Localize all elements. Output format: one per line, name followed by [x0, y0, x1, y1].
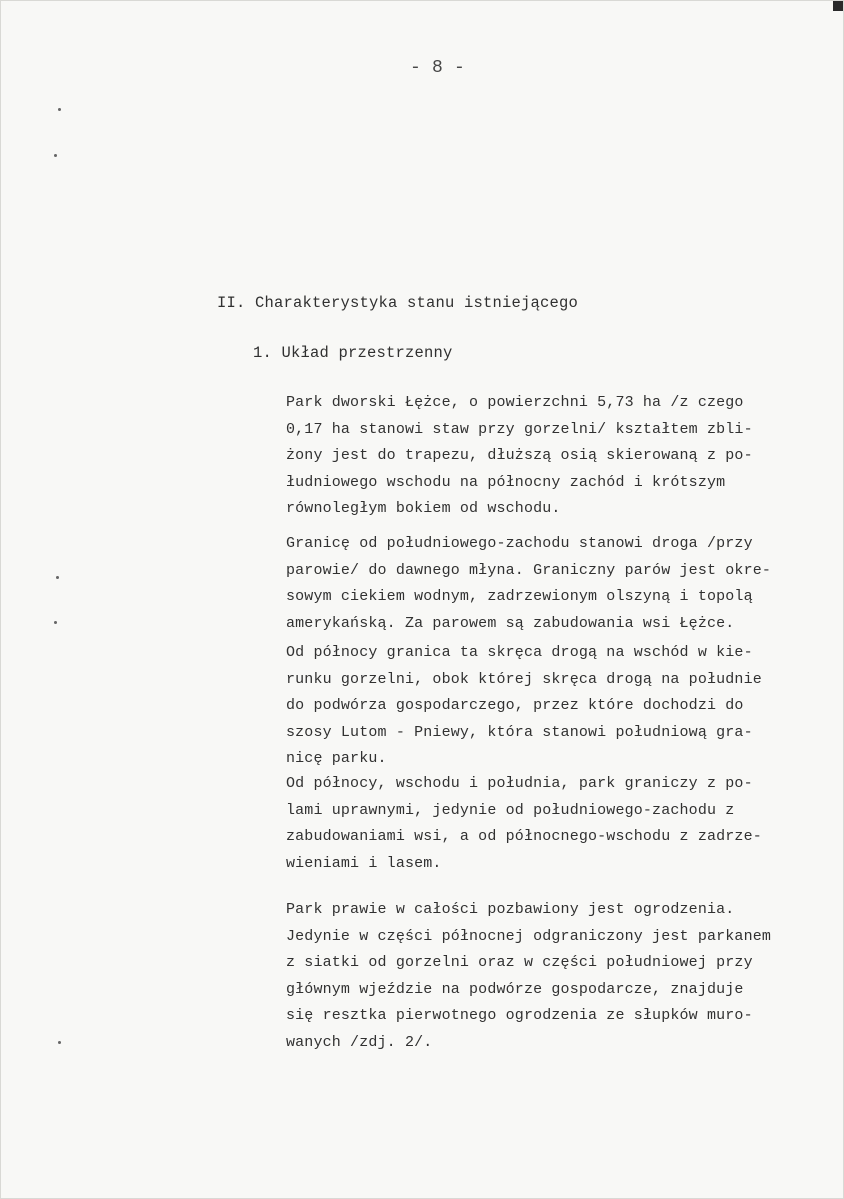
corner-mark — [833, 1, 843, 11]
paragraph-line: nicę parku. — [286, 750, 387, 767]
paragraph-line: Park prawie w całości pozbawiony jest ogrodzenia. — [286, 901, 735, 918]
margin-mark — [58, 1041, 61, 1044]
paragraph-line: z siatki od gorzelni oraz w części południowej przy — [286, 954, 753, 971]
margin-mark — [58, 108, 61, 111]
paragraph-line: Od północy, wschodu i południa, park graniczy z po- — [286, 775, 753, 792]
paragraph-line: Park dworski Łężce, o powierzchni 5,73 ha /z czego — [286, 394, 744, 411]
paragraph-line: równoległym bokiem od wschodu. — [286, 500, 561, 517]
paragraph-line: łudniowego wschodu na północny zachód i krótszym — [286, 473, 726, 491]
margin-mark — [54, 621, 57, 624]
paragraph-line: 0,17 ha stanowi staw przy gorzelni/ kształtem zbli- — [286, 420, 753, 438]
paragraph-line: żony jest do trapezu, dłuższą osią skierowaną z po- — [286, 447, 753, 464]
paragraph-line: głównym wjeździe na podwórze gospodarcze, znajduje — [286, 980, 744, 998]
paragraph-line: Granicę od południowego-zachodu stanowi droga /przy — [286, 535, 753, 552]
margin-mark — [56, 576, 59, 579]
paragraph-line: parowie/ do dawnego młyna. Graniczny parów jest okre- — [286, 561, 772, 579]
subsection-heading: 1. Układ przestrzenny — [253, 344, 453, 362]
paragraph-line: amerykańską. Za parowem są zabudowania wsi Łężce. — [286, 614, 735, 632]
page-number: - 8 - — [410, 58, 466, 78]
paragraph-line: Od północy granica ta skręca drogą na wschód w kie- — [286, 644, 753, 661]
paragraph-line: wieniami i lasem. — [286, 854, 442, 872]
paragraph-line: szosy Lutom - Pniewy, która stanowi południową gra- — [286, 723, 753, 741]
paragraph-line: lami uprawnymi, jedynie od południowego-zachodu z — [286, 801, 735, 819]
section-heading: II. Charakterystyka stanu istniejącego — [217, 294, 579, 312]
margin-mark — [54, 154, 57, 157]
paragraph-line: Jedynie w części północnej odgraniczony jest parkanem — [286, 927, 772, 945]
paragraph-line: sowym ciekiem wodnym, zadrzewionym olszyną i topolą — [286, 588, 753, 605]
paragraph-line: zabudowaniami wsi, a od północnego-wschodu z zadrze- — [286, 828, 762, 845]
paragraph-line: runku gorzelni, obok której skręca drogą na południe — [286, 670, 762, 688]
paragraph-line: do podwórza gospodarczego, przez które dochodzi do — [286, 697, 744, 714]
paragraph-line: się resztka pierwotnego ogrodzenia ze słupków muro- — [286, 1007, 753, 1024]
paragraph-line: wanych /zdj. 2/. — [286, 1033, 433, 1051]
